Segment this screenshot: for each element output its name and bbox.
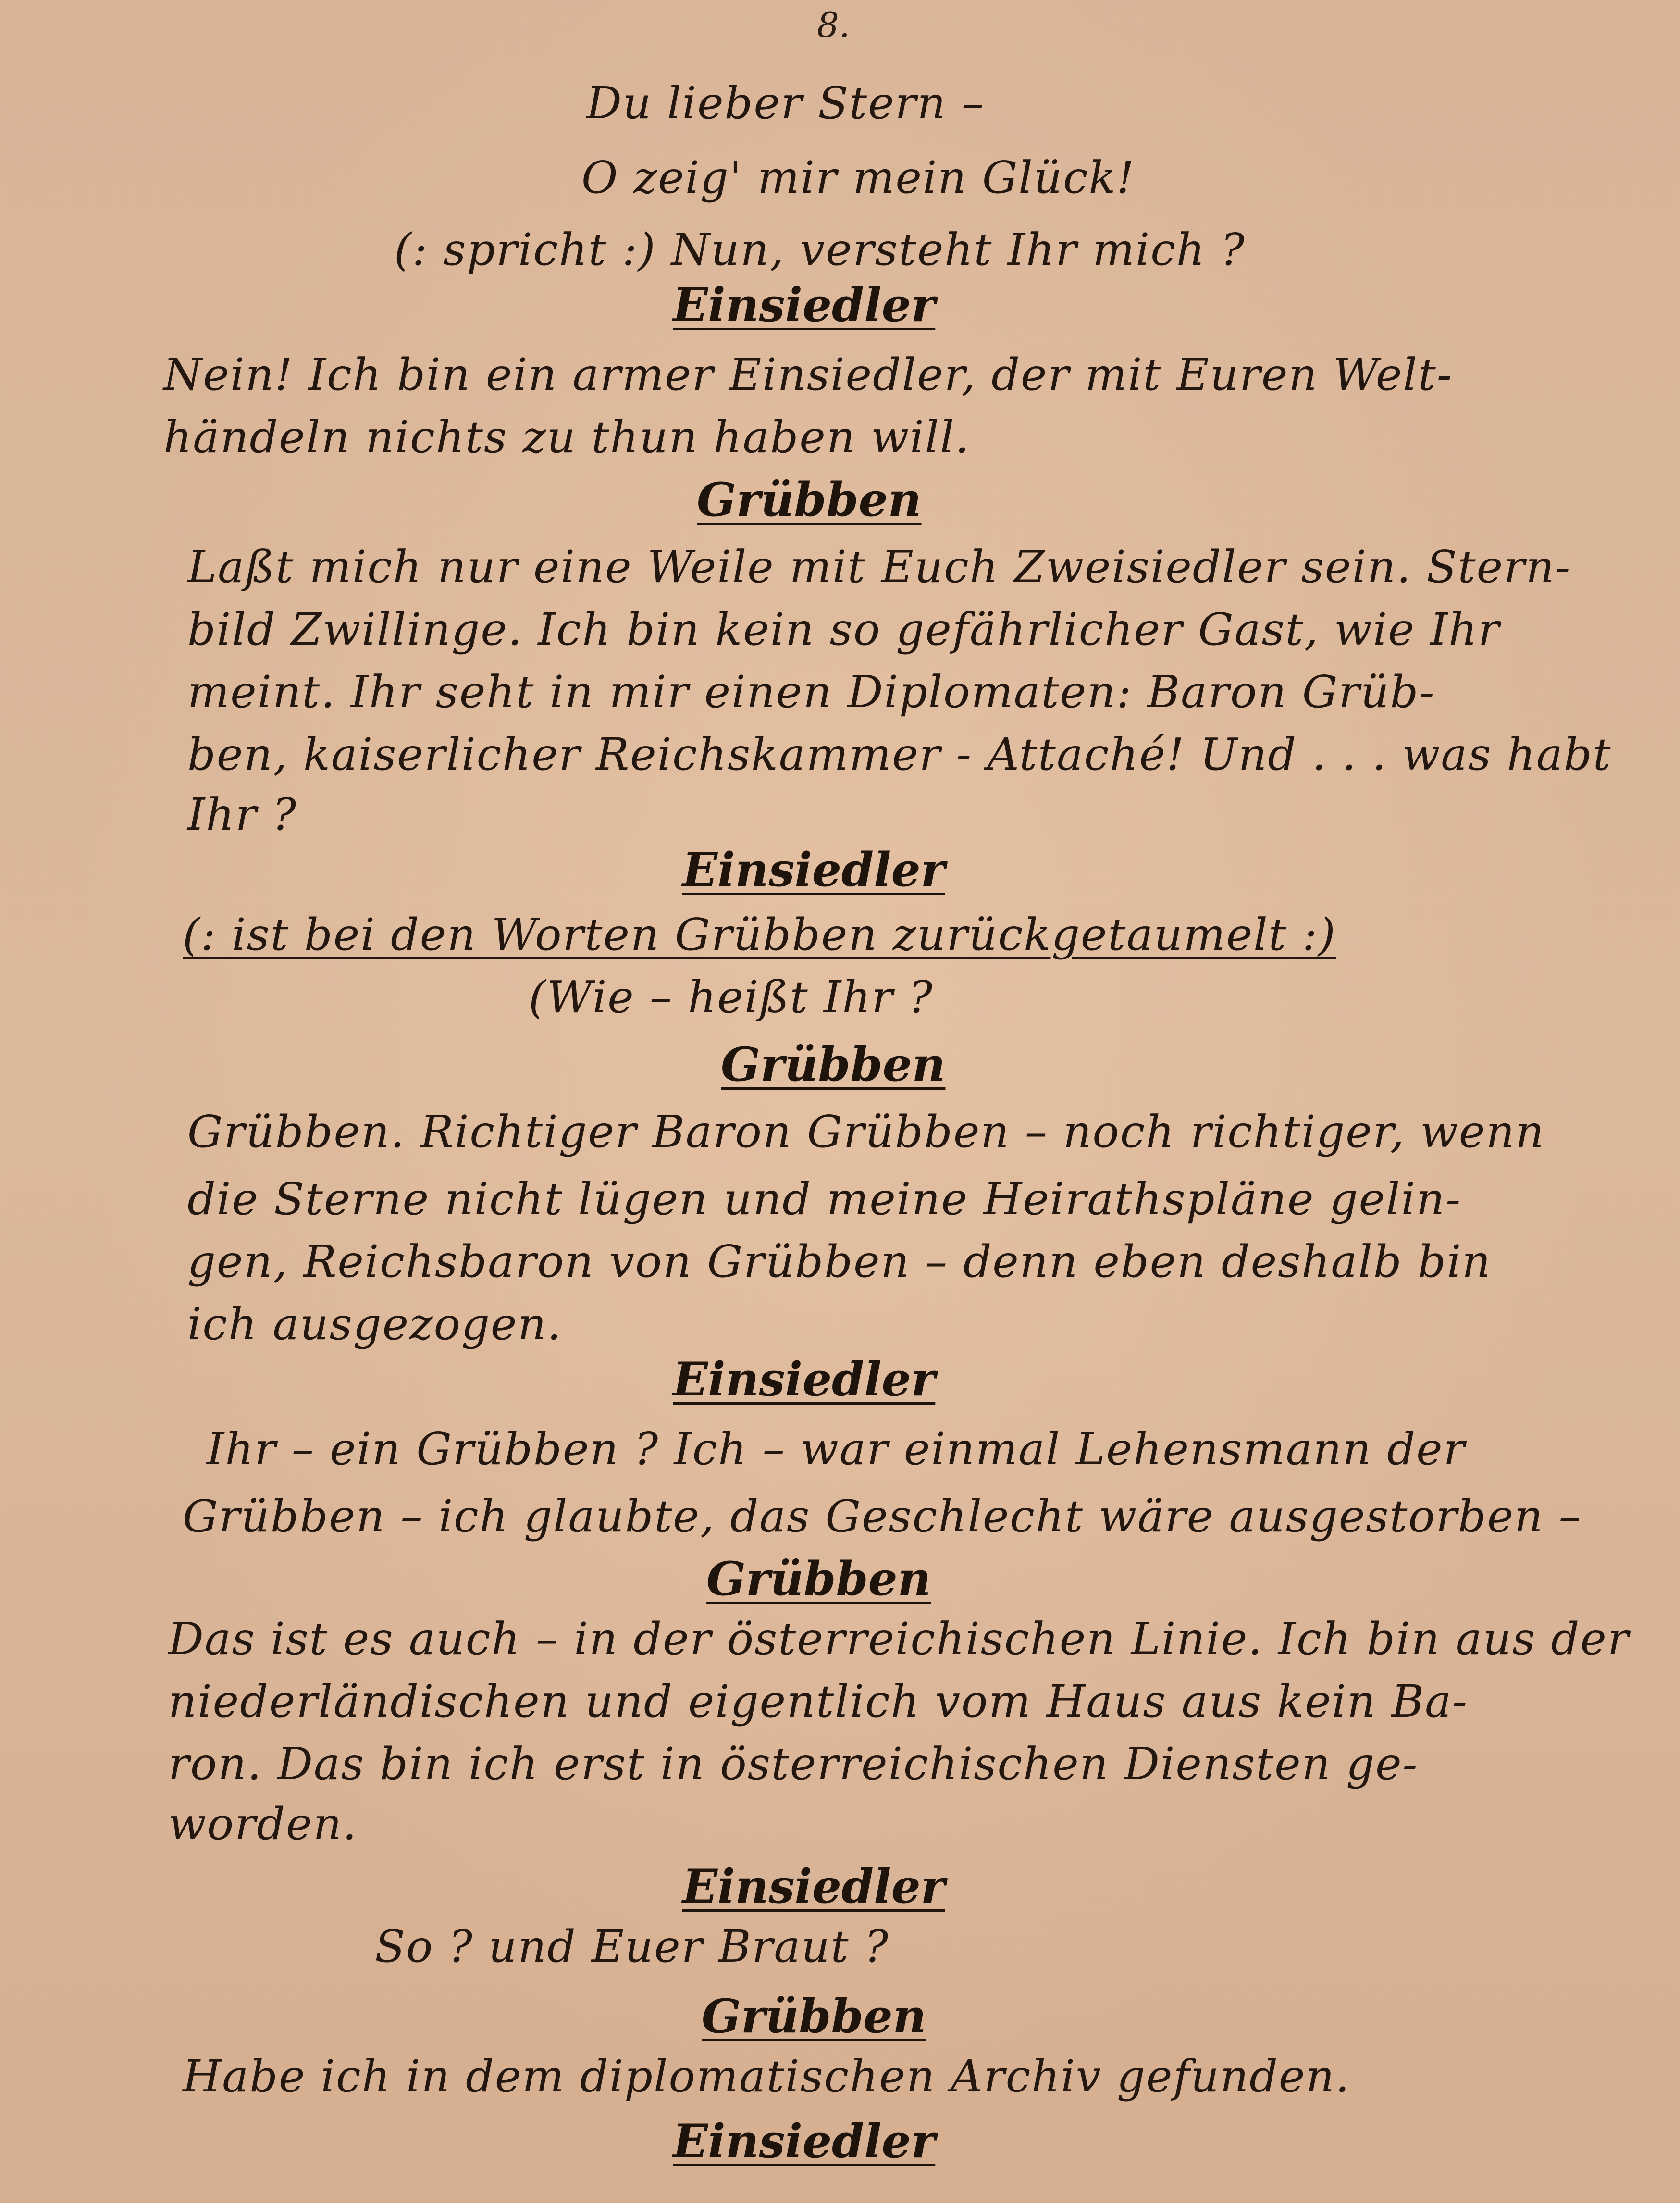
text-line-15: gen, Reichsbaron von Grübben – denn eben deshalb bin: [187, 1236, 1492, 1287]
text-line-3: (: spricht :) Nun, versteht Ihr mich ?: [394, 224, 1246, 275]
text-line-13: Grübben. Richtiger Baron Grübben – noch richtiger, wenn: [187, 1106, 1545, 1158]
text-line-18: Grübben – ich glaubte, das Geschlecht wäre ausgestorben –: [183, 1491, 1582, 1542]
text-line-6: Laßt mich nur eine Weile mit Euch Zweisiedler sein. Stern-: [187, 541, 1571, 593]
speaker-einsiedler-1: Einsiedler: [673, 278, 936, 332]
text-line-5: händeln nichts zu thun haben will.: [163, 411, 970, 463]
speaker-grubben-2: Grübben: [721, 1037, 946, 1092]
text-line-1: Du lieber Stern –: [586, 77, 985, 129]
text-line-14: die Sterne nicht lügen und meine Heirathspläne gelin-: [187, 1173, 1462, 1225]
speaker-grubben-4: Grübben: [702, 1989, 926, 2043]
text-line-22: worden.: [168, 1798, 358, 1850]
speaker-einsiedler-3: Einsiedler: [673, 1352, 936, 1406]
text-line-7: bild Zwillinge. Ich bin kein so gefährlicher Gast, wie Ihr: [187, 604, 1500, 655]
text-line-19: Das ist es auch – in der österreichischen Linie. Ich bin aus der: [168, 1613, 1630, 1665]
speaker-einsiedler-4: Einsiedler: [682, 1859, 945, 1914]
text-line-8: meint. Ihr seht in mir einen Diplomaten: Baron Grüb-: [187, 666, 1435, 718]
text-line-12: (Wie – heißt Ihr ?: [529, 971, 934, 1023]
text-line-23: So ? und Euer Braut ?: [375, 1921, 889, 1972]
text-line-24: Habe ich in dem diplomatischen Archiv gefunden.: [183, 2051, 1350, 2102]
speaker-grubben-3: Grübben: [706, 1552, 931, 1606]
speaker-grubben-1: Grübben: [697, 473, 922, 527]
text-line-21: ron. Das bin ich erst in österreichischen Diensten ge-: [168, 1738, 1419, 1790]
speaker-einsiedler-2: Einsiedler: [682, 843, 945, 897]
text-line-10: Ihr ?: [187, 789, 297, 840]
text-line-2: O zeig' mir mein Glück!: [581, 152, 1136, 203]
text-line-9: ben, kaiserlicher Reichskammer - Attaché! Und . . . was habt: [187, 729, 1612, 780]
text-line-20: niederländischen und eigentlich vom Haus aus kein Ba-: [168, 1676, 1468, 1727]
text-line-17: Ihr – ein Grübben ? Ich – war einmal Lehensmann der: [207, 1423, 1466, 1475]
page-number: 8.: [817, 5, 850, 45]
text-line-11: (: ist bei den Worten Grübben zurückgetaumelt :): [183, 909, 1336, 960]
text-line-4: Nein! Ich bin ein armer Einsiedler, der mit Euren Welt-: [163, 349, 1453, 400]
text-line-16: ich ausgezogen.: [187, 1298, 562, 1350]
speaker-einsiedler-5: Einsiedler: [673, 2114, 936, 2168]
